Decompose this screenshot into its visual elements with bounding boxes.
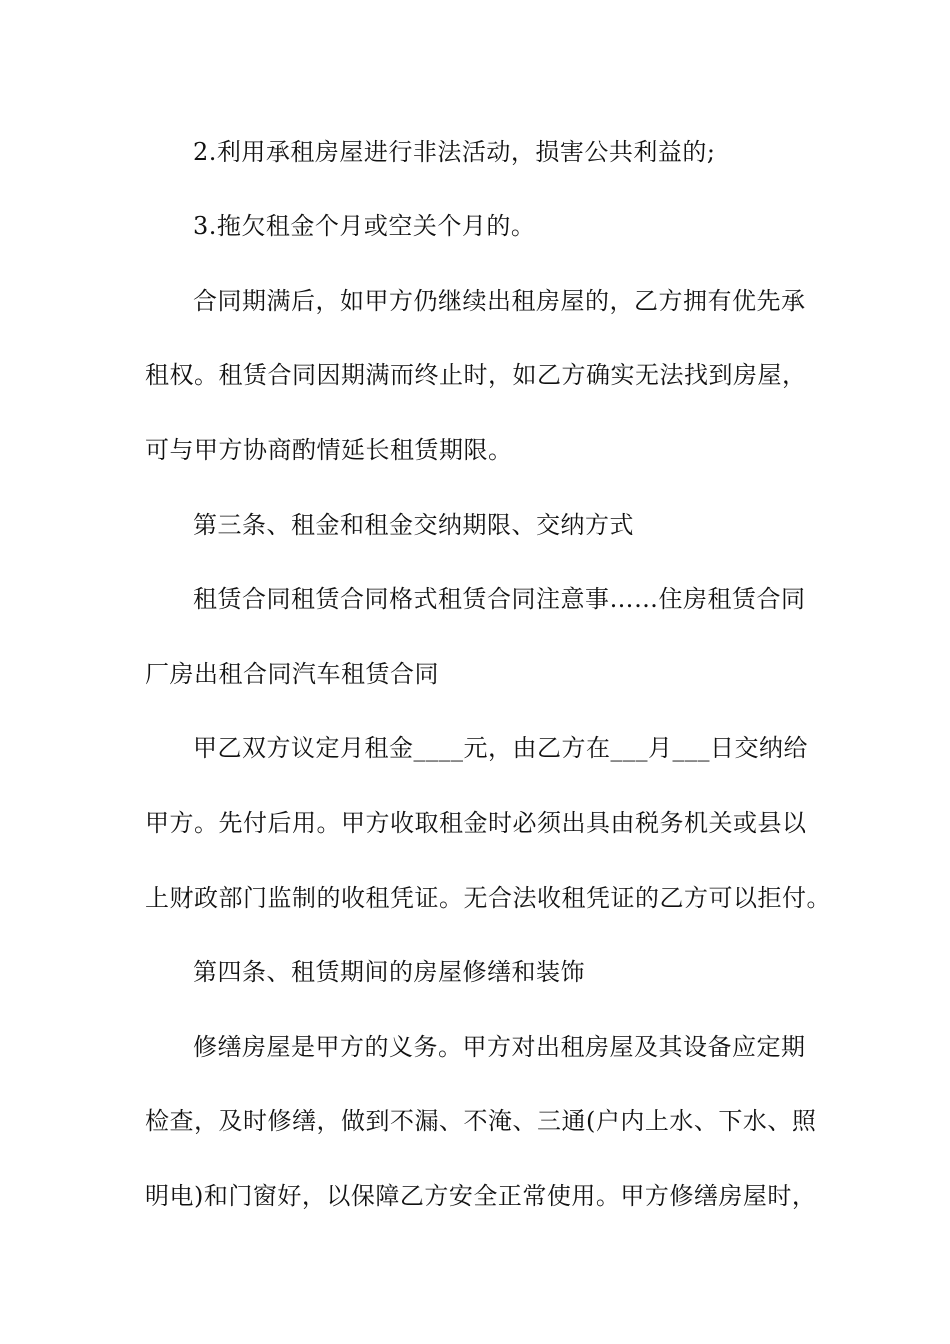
paragraph-line: 修缮房屋是甲方的义务。甲方对出租房屋及其设备应定期 bbox=[193, 1033, 806, 1061]
paragraph-line: 上财政部门监制的收租凭证。无合法收租凭证的乙方可以拒付。 bbox=[145, 884, 831, 912]
paragraph-line: 租权。租赁合同因期满而终止时，如乙方确实无法找到房屋， bbox=[145, 361, 807, 389]
paragraph-line: 明电)和门窗好，以保障乙方安全正常使用。甲方修缮房屋时， bbox=[145, 1182, 817, 1210]
section-heading: 第四条、租赁期间的房屋修缮和装饰 bbox=[193, 958, 585, 986]
paragraph-line: 2.利用承租房屋进行非法活动，损害公共利益的; bbox=[193, 138, 716, 166]
paragraph-line: 租赁合同租赁合同格式租赁合同注意事……住房租赁合同 bbox=[193, 585, 806, 613]
paragraph-line: 合同期满后，如甲方仍继续出租房屋的，乙方拥有优先承 bbox=[193, 287, 806, 315]
paragraph-line: 甲方。先付后用。甲方收取租金时必须出具由税务机关或县以 bbox=[145, 809, 807, 837]
paragraph-line: 3.拖欠租金个月或空关个月的。 bbox=[193, 212, 536, 240]
paragraph-line: 检查，及时修缮，做到不漏、不淹、三通(户内上水、下水、照 bbox=[145, 1107, 817, 1135]
paragraph-line: 厂房出租合同汽车租赁合同 bbox=[145, 660, 439, 688]
paragraph-line: 可与甲方协商酌情延长租赁期限。 bbox=[145, 436, 513, 464]
section-heading: 第三条、租金和租金交纳期限、交纳方式 bbox=[193, 511, 634, 539]
paragraph-line: 甲乙双方议定月租金____元，由乙方在___月___日交纳给 bbox=[193, 734, 808, 762]
